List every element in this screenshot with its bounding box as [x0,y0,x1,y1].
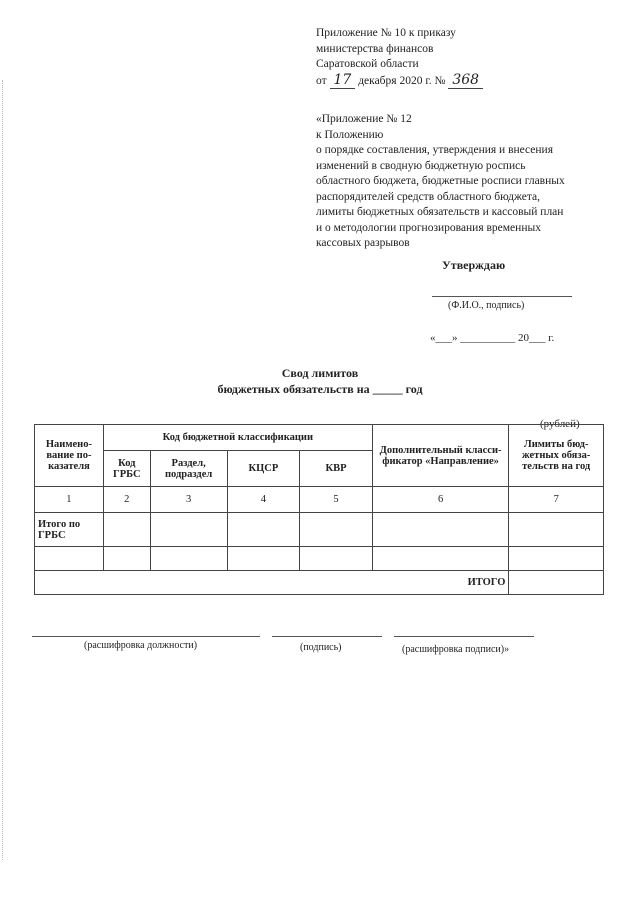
th-kcsr: КЦСР [227,451,300,487]
footer-caption-decipher: (расшифровка подписи)» [402,644,510,655]
approve-sign-line [432,296,572,297]
th-code-group: Код бюджетной классификации [103,425,372,451]
annex-line: министерства финансов [316,42,434,55]
th-kvr: КВР [300,451,373,487]
unit-label: (рублей) [540,418,580,430]
doc-title-line1: Свод лимитов [281,366,359,380]
footer-line-decipher [394,636,534,637]
annex2-line: о порядке составления, утверждения и внесения [316,144,554,156]
doc-title-line2: бюджетных обязательств на _____ год [217,382,423,396]
th-razdel: Раздел, подраздел [150,451,227,487]
annex2-line: лимиты бюджетных обязательств и кассовый план [316,206,564,218]
annex2-header [316,112,616,252]
annex-date [316,73,616,90]
annex2-line: и о методологии прогнозирования временных [316,221,541,234]
annex-line: Приложение № 10 к приказу [316,27,456,39]
annex2-line: к Положению [316,128,384,141]
date-prefix: от [316,74,327,87]
footer-line-sign [272,636,382,637]
annex2-line: областного бюджета, бюджетные росписи главных [316,175,565,187]
order-number-handwritten: 368 [448,72,483,89]
col-num: 6 [372,487,509,513]
col-num: 7 [509,487,604,513]
annex2-line: изменений в сводную бюджетную роспись [316,159,526,172]
annex-header [316,26,616,89]
col-num: 1 [35,487,104,513]
approve-date-line: «___» __________ 20___ г. [430,332,555,344]
approve-label: Утверждаю [442,258,506,272]
th-extra: Дополнительный класси-фикатор «Направление» [372,425,509,487]
footer-caption-sign: (подпись) [300,642,342,653]
annex2-line: «Приложение № 12 [316,113,412,125]
col-num: 4 [227,487,300,513]
limits-table [34,424,604,595]
th-grbs: Код ГРБС [103,451,150,487]
date-rest: декабря 2020 г. № [358,74,446,87]
scan-margin-marks [2,80,7,860]
footer-caption-position: (расшифровка должности) [84,640,198,651]
total-label: ИТОГО [35,571,509,595]
approve-sign-caption: (Ф.И.О., подпись) [448,300,525,311]
col-num: 5 [300,487,373,513]
col-num: 2 [103,487,150,513]
annex-line: Саратовской области [316,58,419,70]
th-limits: Лимиты бюд-жетных обяза-тельств на год [509,425,604,487]
date-day-handwritten: 17 [330,72,356,89]
th-name: Наимено-вание по-казателя [35,425,104,487]
row-grbs-label: Итого по ГРБС [35,513,104,547]
footer-line-position [32,636,260,637]
annex2-line: распорядителей средств областного бюджета, [316,190,541,203]
annex2-line: кассовых разрывов [316,237,410,249]
col-num: 3 [150,487,227,513]
